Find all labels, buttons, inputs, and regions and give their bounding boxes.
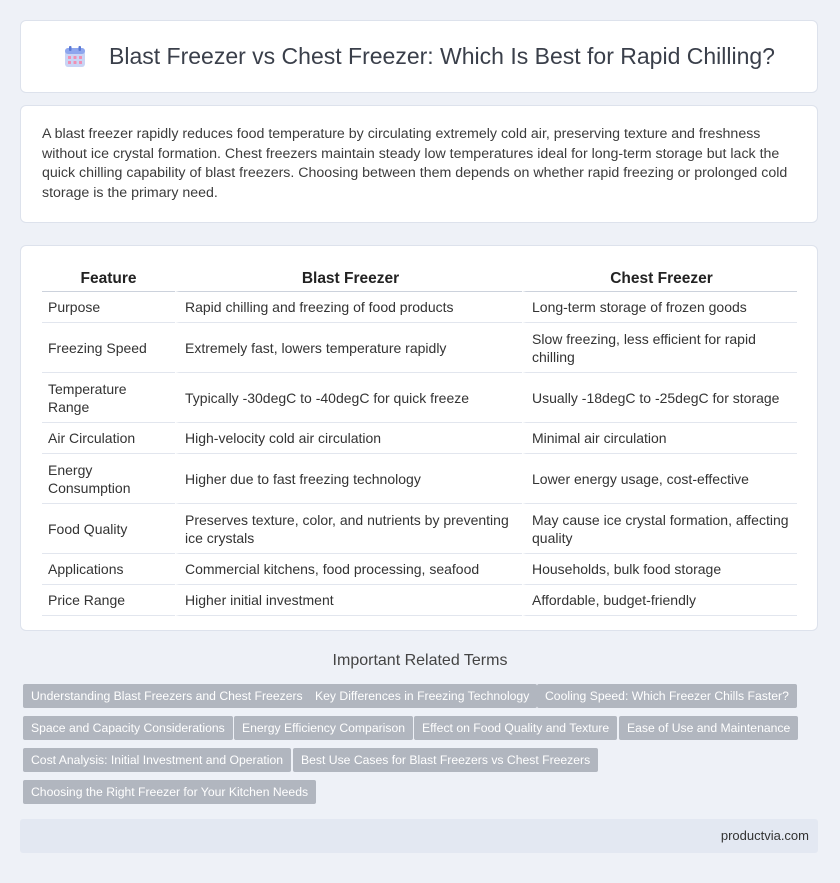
table-row bbox=[42, 454, 797, 504]
blast-cell: Commercial kitchens, food processing, seafood bbox=[175, 554, 522, 585]
calendar-icon bbox=[63, 45, 87, 69]
related-term-tag[interactable]: Effect on Food Quality and Texture bbox=[414, 716, 617, 740]
related-term-tag[interactable]: Key Differences in Freezing Technology bbox=[307, 684, 537, 708]
related-term-tag[interactable]: Choosing the Right Freezer for Your Kitchen Needs bbox=[23, 780, 316, 804]
chest-cell: Households, bulk food storage bbox=[522, 554, 797, 585]
related-term-tag[interactable]: Understanding Blast Freezers and Chest Freezers bbox=[23, 684, 311, 708]
table-header-row bbox=[42, 267, 797, 292]
header-blast-freezer: Blast Freezer bbox=[175, 267, 522, 292]
blast-cell: Higher initial investment bbox=[175, 585, 522, 616]
intro-paragraph: A blast freezer rapidly reduces food temperature by circulating extremely cold air, preserving texture and freshness without ice crystal formation. Chest freezers maintain steady low temperatures ideal for long-term storage but lack the quick chilling capability of blast freezers. Choosing between them depends on whether rapid freezing or prolonged cold storage is the primary need. bbox=[42, 126, 788, 201]
table-row bbox=[42, 423, 797, 454]
table-row bbox=[42, 585, 797, 616]
table-row bbox=[42, 373, 797, 423]
table-row bbox=[42, 504, 797, 554]
related-term-tag[interactable]: Best Use Cases for Blast Freezers vs Chest Freezers bbox=[293, 748, 598, 772]
table-row bbox=[42, 554, 797, 585]
comparison-card bbox=[20, 245, 818, 631]
related-term-tag[interactable]: Space and Capacity Considerations bbox=[23, 716, 233, 740]
page-title-text: Blast Freezer vs Chest Freezer: Which Is Best for Rapid Chilling? bbox=[109, 43, 775, 69]
header-feature: Feature bbox=[42, 267, 175, 292]
chest-cell: Usually -18degC to -25degC for storage bbox=[522, 373, 797, 423]
comparison-table bbox=[42, 267, 797, 616]
chest-cell: May cause ice crystal formation, affecting quality bbox=[522, 504, 797, 554]
chest-cell: Affordable, budget-friendly bbox=[522, 585, 797, 616]
feature-cell: Price Range bbox=[42, 585, 175, 616]
blast-cell: Typically -30degC to -40degC for quick freeze bbox=[175, 373, 522, 423]
feature-cell: Energy Consumption bbox=[42, 454, 175, 504]
feature-cell: Applications bbox=[42, 554, 175, 585]
feature-cell: Air Circulation bbox=[42, 423, 175, 454]
intro-card bbox=[20, 105, 818, 223]
chest-cell: Slow freezing, less efficient for rapid chilling bbox=[522, 323, 797, 373]
blast-cell: Higher due to fast freezing technology bbox=[175, 454, 522, 504]
feature-cell: Food Quality bbox=[42, 504, 175, 554]
related-term-tag[interactable]: Energy Efficiency Comparison bbox=[234, 716, 413, 740]
table-row bbox=[42, 323, 797, 373]
related-terms-title: Important Related Terms bbox=[332, 652, 508, 669]
chest-cell: Minimal air circulation bbox=[522, 423, 797, 454]
related-term-tag[interactable]: Ease of Use and Maintenance bbox=[619, 716, 798, 740]
blast-cell: Rapid chilling and freezing of food products bbox=[175, 292, 522, 323]
blast-cell: Preserves texture, color, and nutrients by preventing ice crystals bbox=[175, 504, 522, 554]
table-row bbox=[42, 292, 797, 323]
header-chest-freezer: Chest Freezer bbox=[522, 267, 797, 292]
page-title bbox=[63, 43, 775, 70]
feature-cell: Freezing Speed bbox=[42, 323, 175, 373]
related-term-tag[interactable]: Cooling Speed: Which Freezer Chills Faster? bbox=[537, 684, 797, 708]
blast-cell: High-velocity cold air circulation bbox=[175, 423, 522, 454]
footer-site-link[interactable]: productvia.com bbox=[720, 828, 809, 843]
chest-cell: Long-term storage of frozen goods bbox=[522, 292, 797, 323]
related-term-tag[interactable]: Cost Analysis: Initial Investment and Operation bbox=[23, 748, 291, 772]
chest-cell: Lower energy usage, cost-effective bbox=[522, 454, 797, 504]
blast-cell: Extremely fast, lowers temperature rapidly bbox=[175, 323, 522, 373]
title-card bbox=[20, 20, 818, 93]
feature-cell: Temperature Range bbox=[42, 373, 175, 423]
feature-cell: Purpose bbox=[42, 292, 175, 323]
footer bbox=[20, 819, 818, 853]
